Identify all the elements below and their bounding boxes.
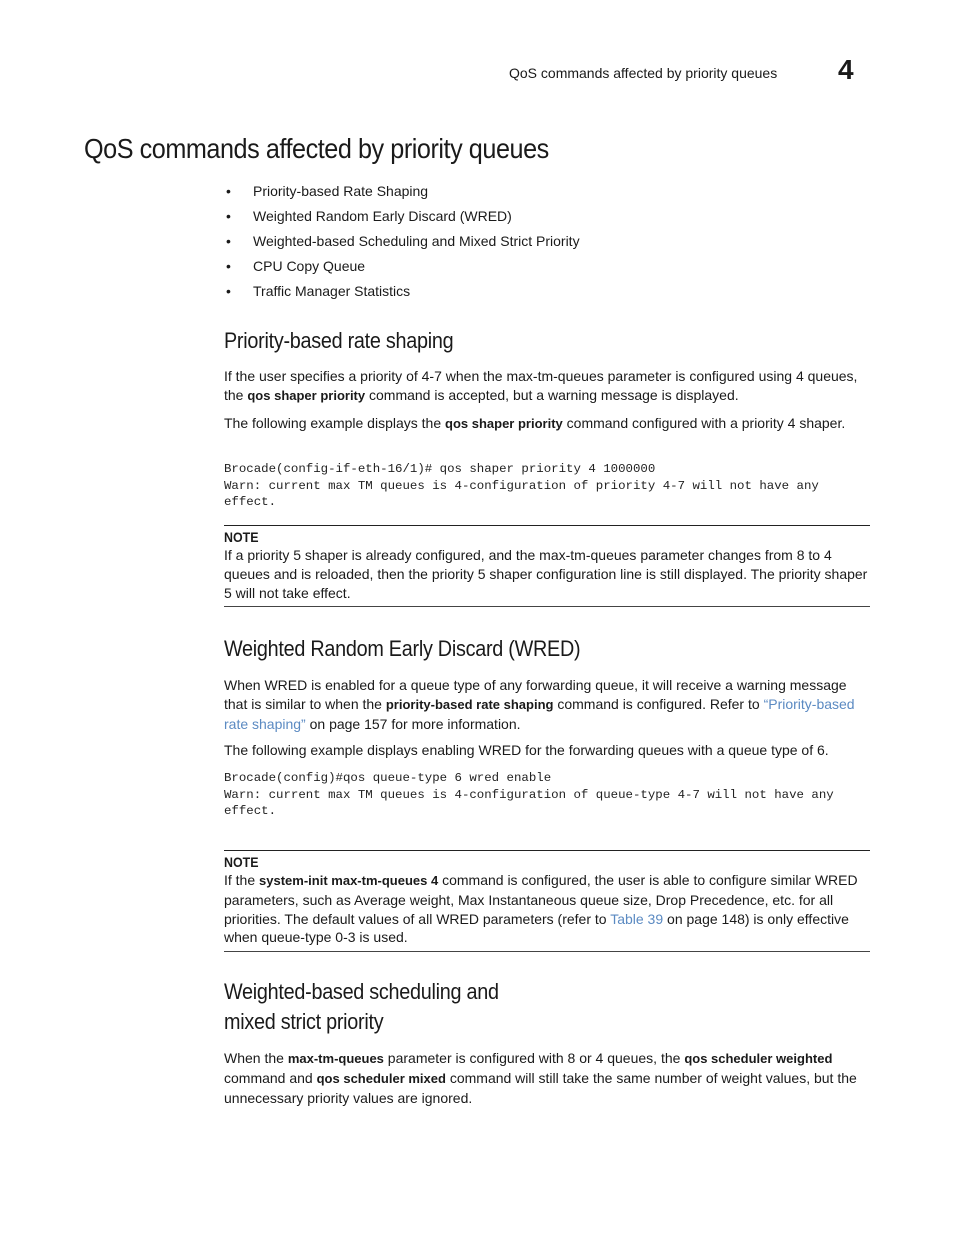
note-text: If a priority 5 shaper is already configured, and the max-tm-queues parameter changes from 8 to 4 queues and is reloaded, then the priority 5 shaper configuration line is still displayed. The priority shaper 5 will not take effect. <box>224 547 868 601</box>
bullet-icon: • <box>226 283 231 299</box>
wred-paragraph-1: When WRED is enabled for a queue type of any forwarding queue, it will receive a warning message that is similar to when the priority-based rate shaping command is configured. Refer to “Priority-based rate shaping” on page 157 for more information. <box>224 677 855 732</box>
command-text: priority-based rate shaping <box>385 696 554 712</box>
note-box-shaper <box>224 525 870 607</box>
scheduling-paragraph-1: When the max-tm-queues parameter is configured with 8 or 4 queues, the qos scheduler weighted command and qos scheduler mixed command will still take the same number of weight values, but the unnecessary priority values are ignored. <box>224 1050 857 1106</box>
command-text: max-tm-queues <box>287 1051 384 1066</box>
bullet-icon: • <box>226 208 231 224</box>
list-item: • Weighted-based Scheduling and Mixed Strict Priority <box>226 230 580 255</box>
bullet-icon: • <box>226 233 231 249</box>
section-heading-wred: Weighted Random Early Discard (WRED) <box>224 636 581 661</box>
code-example-wred: Brocade(config)#qos queue-type 6 wred enable Warn: current max TM queues is 4-configuration of queue-type 4-7 will not have any effect. <box>224 771 834 818</box>
wred-paragraph-2: The following example displays enabling WRED for the forwarding queues with a queue type of 6. <box>224 742 829 758</box>
list-item: • Weighted Random Early Discard (WRED) <box>226 205 580 230</box>
note-text: If the system-init max-tm-queues 4 command is configured, the user is able to configure similar WRED parameters, such as Average weight, Max Instantaneous queue size, Drop Precedence, etc. for all priorities. The default values of all WRED parameters (refer to Table 39 on page 148) is only effective when queue-type 0-3 is used. <box>224 872 858 946</box>
table-reference-link[interactable]: Table 39 <box>610 910 664 927</box>
command-text: qos scheduler weighted <box>684 1051 833 1066</box>
page-title: QoS commands affected by priority queues <box>84 133 549 164</box>
command-text: qos scheduler mixed <box>316 1070 446 1086</box>
note-label: NOTE <box>224 855 259 870</box>
list-item: • Priority-based Rate Shaping <box>226 180 580 205</box>
section-heading-rate-shaping: Priority-based rate shaping <box>224 328 454 353</box>
bullet-icon: • <box>226 258 231 274</box>
section-heading-scheduling: Weighted-based scheduling and mixed strict priority <box>224 979 499 1034</box>
note-box-wred <box>224 850 870 952</box>
topic-bullet-list <box>226 180 580 305</box>
list-item: • Traffic Manager Statistics <box>226 280 580 305</box>
command-text: qos shaper priority <box>247 387 366 403</box>
chapter-number: 4 <box>838 54 854 85</box>
command-text: system-init max-tm-queues 4 <box>259 873 439 888</box>
bullet-icon: • <box>226 183 231 199</box>
rate-shaping-paragraph-2: The following example displays the qos shaper priority command configured with a priority 4 shaper. <box>224 415 846 431</box>
cross-reference-link[interactable]: “Priority-based rate shaping” <box>224 695 855 732</box>
command-text: qos shaper priority <box>445 416 563 431</box>
note-label: NOTE <box>224 530 259 545</box>
running-header-title: QoS commands affected by priority queues <box>509 65 778 81</box>
list-item: • CPU Copy Queue <box>226 255 580 280</box>
rate-shaping-paragraph-1: If the user specifies a priority of 4-7 when the max-tm-queues parameter is configured using 4 queues, the qos shaper priority command is accepted, but a warning message is displayed. <box>224 368 858 403</box>
code-example-shaper: Brocade(config-if-eth-16/1)# qos shaper priority 4 1000000 Warn: current max TM queues is 4-configuration of priority 4-7 will not have any effect. <box>224 462 819 509</box>
